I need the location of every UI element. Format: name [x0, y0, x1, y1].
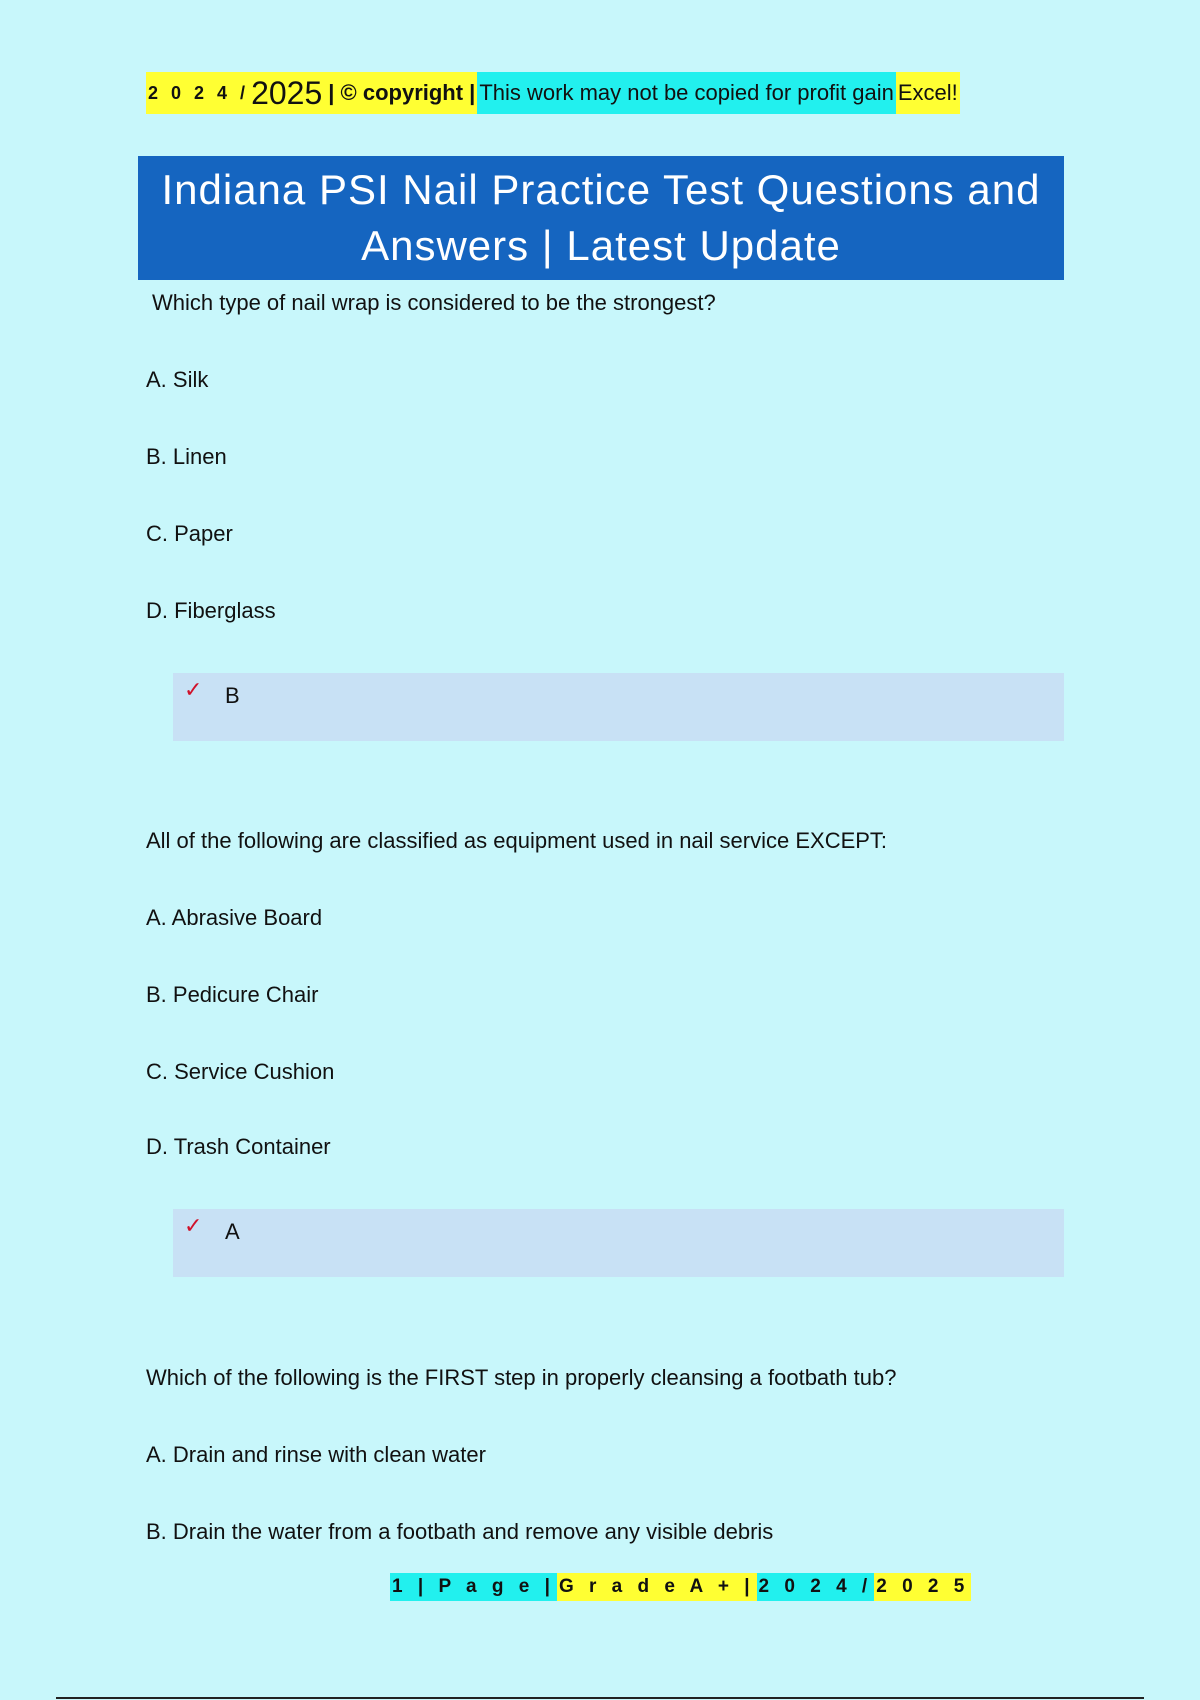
check-icon: ✓	[184, 1213, 203, 1238]
q1-answer-box	[173, 673, 1064, 741]
q2-option-b: B. Pedicure Chair	[146, 982, 319, 1007]
q1-option-c: C. Paper	[146, 521, 233, 546]
header-copyright: | © copyright |	[328, 80, 476, 105]
q2-answer-box	[173, 1209, 1064, 1277]
header-notice: This work may not be copied for profit gain	[477, 72, 896, 114]
footer-page: 1 | P a g e |	[390, 1573, 557, 1601]
bottom-divider	[56, 1697, 1144, 1699]
page-title: Indiana PSI Nail Practice Test Questions and Answers | Latest Update	[161, 166, 1041, 269]
page-footer	[390, 1573, 971, 1601]
question-3: Which of the following is the FIRST step in properly cleansing a footbath tub?	[146, 1365, 897, 1390]
copyright-header	[146, 72, 960, 114]
question-1: Which type of nail wrap is considered to be the strongest?	[152, 290, 716, 315]
q1-option-a: A. Silk	[146, 367, 209, 392]
question-2: All of the following are classified as equipment used in nail service EXCEPT:	[146, 828, 888, 853]
q2-option-c: C. Service Cushion	[146, 1059, 335, 1084]
q1-answer: B	[225, 683, 240, 708]
header-year: 2025	[251, 74, 323, 111]
q2-answer: A	[225, 1219, 240, 1244]
header-year-highlight	[146, 72, 477, 114]
title-banner	[138, 156, 1064, 280]
footer-year-b: 2 0 2 5	[874, 1573, 971, 1601]
footer-year-a: 2 0 2 4 /	[757, 1573, 875, 1601]
check-icon: ✓	[184, 677, 203, 702]
q3-option-b: B. Drain the water from a footbath and remove any visible debris	[146, 1519, 774, 1544]
header-year-spaced: 2 0 2 4 /	[148, 82, 250, 103]
q3-option-a: A. Drain and rinse with clean water	[146, 1442, 486, 1467]
footer-grade: G r a d e A + |	[557, 1573, 757, 1601]
q1-option-b: B. Linen	[146, 444, 227, 469]
q1-option-d: D. Fiberglass	[146, 598, 276, 623]
q2-option-a: A. Abrasive Board	[146, 905, 323, 930]
q2-option-d: D. Trash Container	[146, 1134, 331, 1159]
header-excel: Excel!	[896, 72, 960, 114]
